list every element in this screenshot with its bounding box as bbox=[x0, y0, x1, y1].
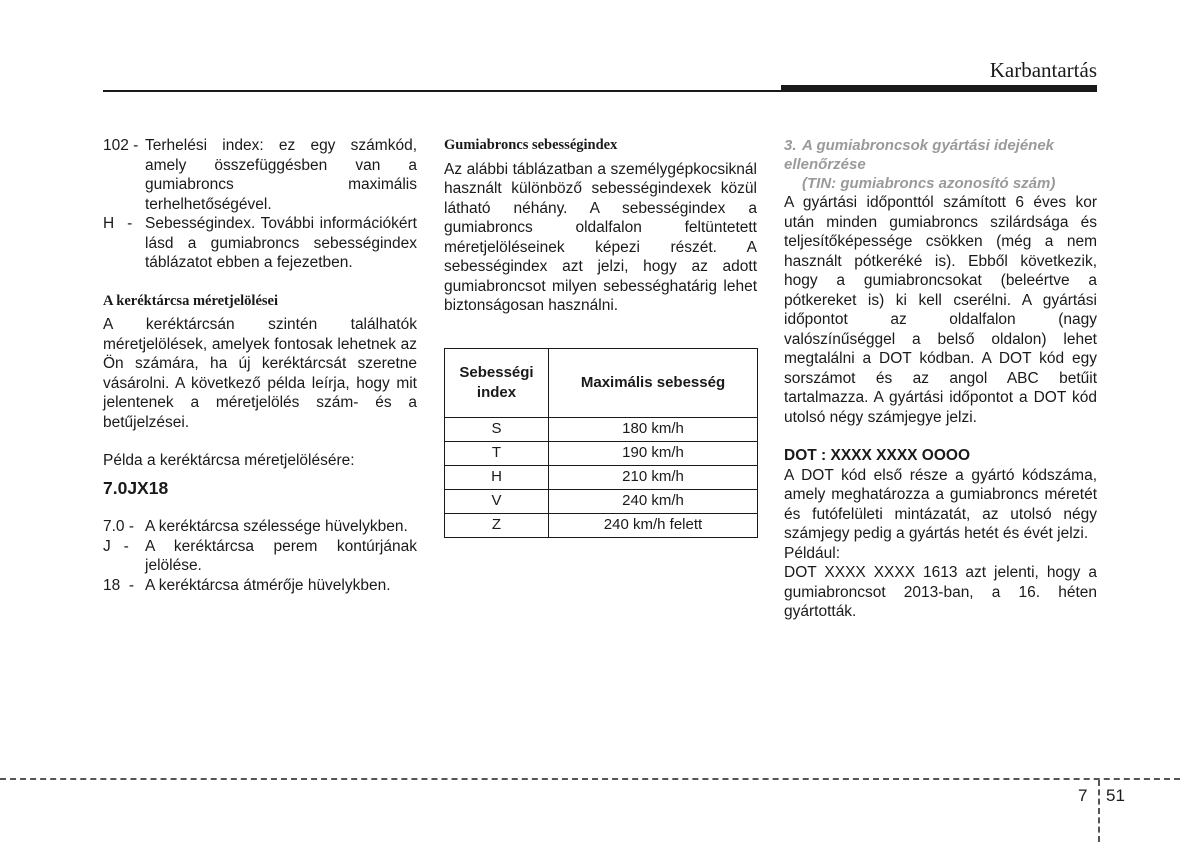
table-cell: 240 km/h bbox=[549, 489, 758, 513]
table-cell: Z bbox=[445, 513, 549, 537]
table-row bbox=[445, 417, 758, 441]
section-heading: Gumiabroncs sebességindex bbox=[444, 137, 618, 153]
body-paragraph: A keréktárcsán szintén találhatók méretjelölések, amelyek fontosak lehetnek az Ön számára, ha új keréktárcsát szeretne vásárolni. A következő példa leírja, hogy mit jelentenek a méretjelölés szám- és a betűjelzései. bbox=[103, 316, 417, 431]
section-heading: A keréktárcsa méretjelölései bbox=[103, 292, 279, 309]
footer-page-divider bbox=[1098, 780, 1100, 842]
page-header-title: Karbantartás bbox=[989, 58, 1097, 82]
table-cell: T bbox=[445, 441, 549, 465]
list-item: 18 - A keréktárcsa átmérője hüvelykben. bbox=[103, 576, 391, 594]
list-item: H - Sebességindex. További információkért lásd a gumiabroncs sebességindex táblázatot ebben a fejezetben. bbox=[103, 215, 417, 271]
list-item: 7.0 - A keréktárcsa szélessége hüvelykben. bbox=[103, 518, 408, 535]
example-intro: Példa a keréktárcsa méretjelölésére: bbox=[103, 452, 355, 469]
table-cell: 180 km/h bbox=[549, 417, 758, 441]
footer-divider bbox=[0, 778, 1180, 780]
body-paragraph: DOT XXXX XXXX 1613 azt jelenti, hogy a gumiabroncsot 2013-ban, a 16. héten gyártották. bbox=[784, 564, 1097, 620]
example-label: Például: bbox=[784, 544, 841, 562]
column-right bbox=[784, 136, 1097, 622]
column-left bbox=[103, 136, 417, 595]
table-cell: H bbox=[445, 465, 549, 489]
table-header-cell: Sebességi index bbox=[445, 348, 549, 417]
example-code: 7.0JX18 bbox=[103, 477, 169, 498]
table-cell: S bbox=[445, 417, 549, 441]
header-rule bbox=[103, 90, 783, 92]
speed-index-table bbox=[444, 348, 758, 538]
header-rule-accent bbox=[781, 85, 1097, 92]
section-heading: 3. A gumiabroncsok gyártási idejének ellenőrzése (TIN: gumiabroncs azonosító szám) bbox=[784, 137, 1056, 192]
chapter-number: 7 bbox=[1078, 786, 1088, 805]
table-row bbox=[445, 465, 758, 489]
table-row bbox=[445, 441, 758, 465]
table-row bbox=[445, 489, 758, 513]
body-paragraph: A DOT kód első része a gyártó kódszáma, amely meghatározza a gumiabroncs méretét és futófelületi mintázatát, az utolsó négy számjegy pedig a gyártás hetét és évét jelzi. bbox=[784, 466, 1097, 542]
table-cell: 240 km/h felett bbox=[549, 513, 758, 537]
column-middle bbox=[444, 136, 757, 538]
table-header-cell: Maximális sebesség bbox=[549, 348, 758, 417]
body-paragraph: Az alábbi táblázatban a személygépkocsiknál használt különböző sebességindexek közül látható néhány. A sebességindex a gumiabroncs oldalfalon feltüntetett méretjelöléseinek képezi részét. A sebességindex azt jelzi, hogy az adott gumiabroncsot milyen sebességhatárig lehet biztonságosan használni. bbox=[444, 160, 757, 314]
table-cell: 210 km/h bbox=[549, 465, 758, 489]
table-header-row bbox=[445, 348, 758, 417]
list-item: J - A keréktárcsa perem kontúrjának jelölése. bbox=[103, 537, 417, 574]
table-cell: V bbox=[445, 489, 549, 513]
list-item: 102 - Terhelési index: ez egy számkód, amely összefüggésben van a gumiabroncs maximális terhelhetőségével. bbox=[103, 137, 417, 213]
table-row bbox=[445, 513, 758, 537]
page-number: 51 bbox=[1106, 786, 1125, 805]
body-paragraph: A gyártási időponttól számított 6 éves kor után minden gumiabroncs szilárdsága és teljesítőképessége csökken (még a nem használt pótkeréké is). Ebből következik, hogy a gumiabroncsokat (beleértve a pótkereket is) ki kell cserélni. A gyártási időpontot az oldalfalon (nagy valószínűséggel a belső oldalon) lehet megtalálni a DOT kódban. A DOT kód egy sorszámot és az angol ABC betűit tartalmazza. A gyártási időpontot a DOT kód utolsó négy számjegye jelzi. bbox=[784, 194, 1097, 426]
table-cell: 190 km/h bbox=[549, 441, 758, 465]
dot-code-label: DOT : XXXX XXXX OOOO bbox=[784, 447, 971, 464]
